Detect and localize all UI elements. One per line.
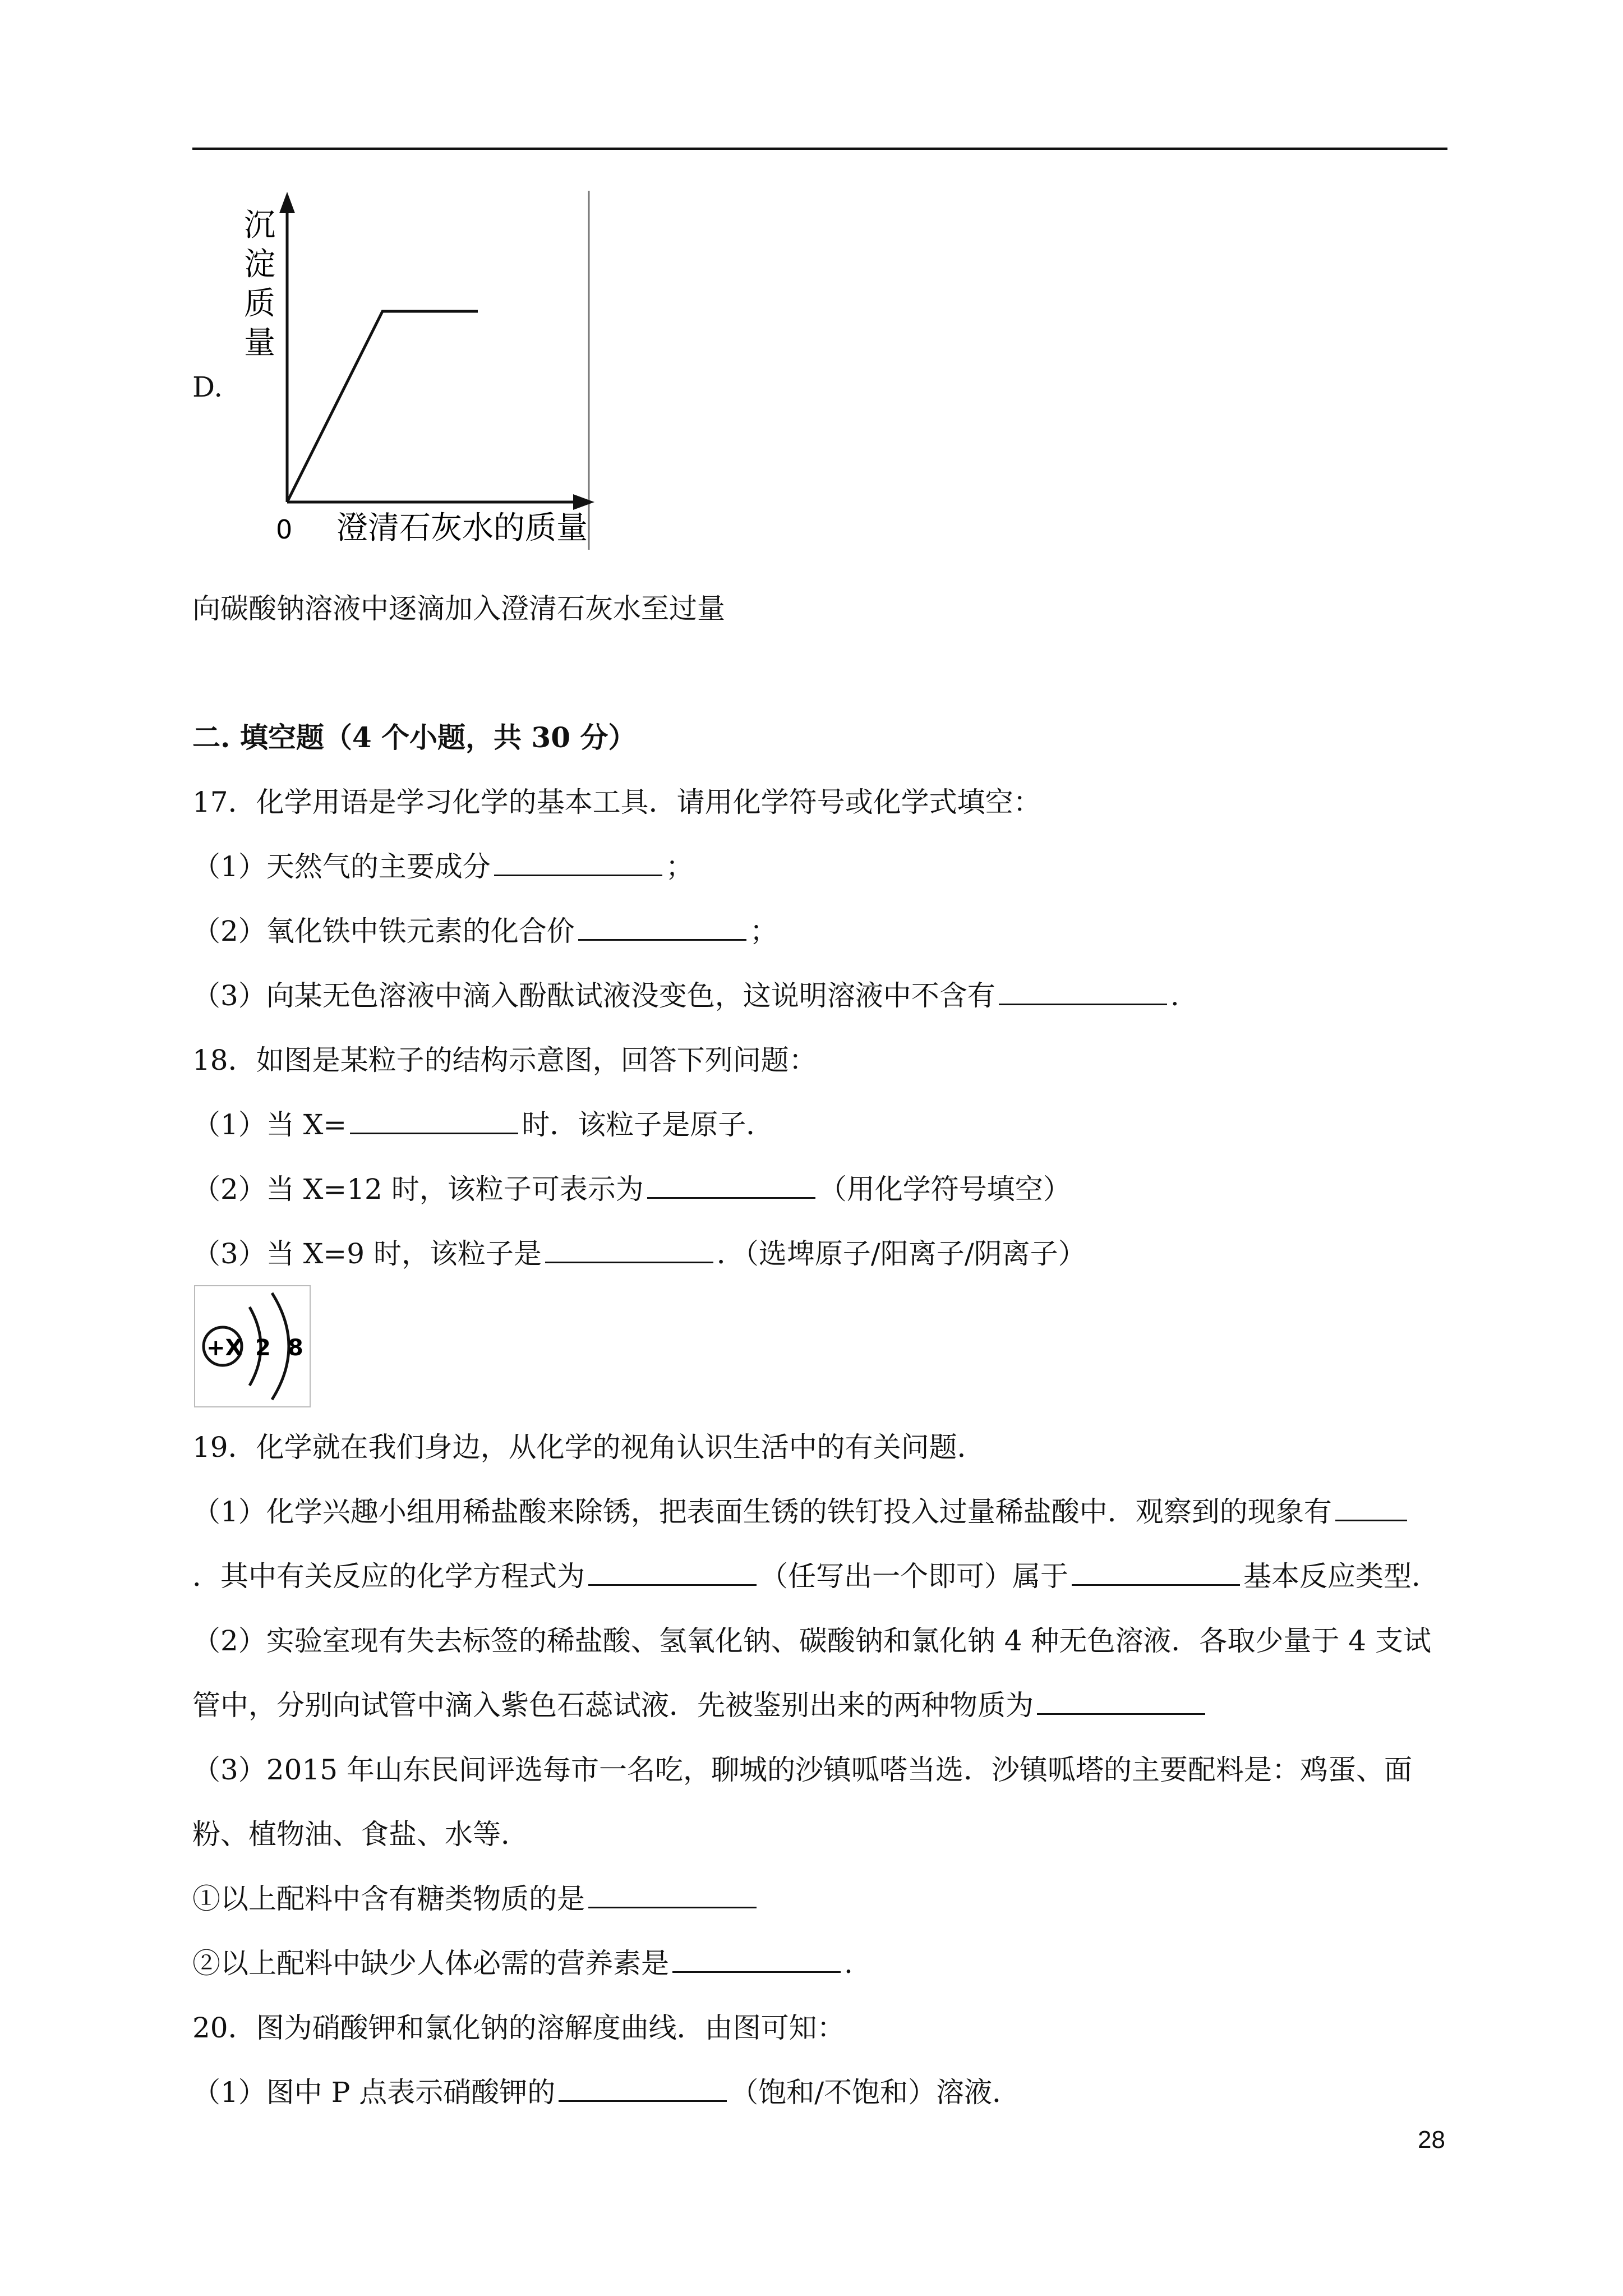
q19-sub1: [192, 1879, 760, 1918]
shell1-electrons: 2: [255, 1335, 271, 1361]
q19-part1a: [192, 1492, 1410, 1531]
q18-p2-end: （用化学符号填空）: [818, 1173, 1071, 1205]
answer-blank[interactable]: [1072, 1557, 1240, 1586]
q19-stem: 19．化学就在我们身边，从化学的视角认识生活中的有关问题．: [192, 1431, 985, 1464]
q17-p2-text: （2）氧化铁中铁元素的化合价: [192, 915, 575, 947]
q19-s1-text: ①以上配料中含有糖类物质的是: [192, 1883, 585, 1915]
q18-part1: [192, 1105, 774, 1144]
answer-blank[interactable]: [1335, 1493, 1407, 1521]
page-number: 28: [1418, 2126, 1445, 2154]
q17-p1-text: （1）天然气的主要成分: [192, 850, 491, 883]
answer-blank[interactable]: [578, 912, 746, 941]
y-label-char-1: 沉: [244, 207, 275, 243]
q17-p3-end: .: [1170, 979, 1179, 1012]
answer-blank[interactable]: [545, 1235, 713, 1263]
answer-blank[interactable]: [588, 1557, 757, 1586]
q19-part3a: （3）2015 年山东民间评选每市一名吃，聊城的沙镇呱嗒当选．沙镇呱塔的主要配料是：鸡蛋、面: [192, 1754, 1412, 1786]
q17-part3: [192, 976, 1179, 1015]
answer-blank[interactable]: [1037, 1686, 1205, 1715]
q18-p2-text: （2）当 X=12 时，该粒子可表示为: [192, 1173, 644, 1205]
caption-d: 向碳酸钠溶液中逐滴加入澄清石灰水至过量: [192, 592, 725, 625]
q17-part2: [192, 912, 778, 951]
answer-blank[interactable]: [494, 848, 662, 876]
nucleus-label: +X: [206, 1335, 243, 1361]
q20-part1: [192, 2073, 1020, 2112]
q19-part1b: [192, 1557, 1440, 1596]
electron-shell-2: [272, 1293, 289, 1400]
q17-p2-end: ；: [749, 915, 778, 947]
atom-structure-diagram: [193, 1285, 311, 1408]
shell2-electrons: 8: [288, 1335, 303, 1361]
q17-stem: 17．化学用语是学习化学的基本工具．请用化学符号或化学式填空：: [192, 786, 1041, 818]
y-label-char-4: 量: [244, 325, 275, 361]
q19-p1b-text: ．其中有关反应的化学方程式为: [192, 1560, 585, 1593]
answer-blank[interactable]: [350, 1106, 518, 1134]
q18-p1-end: 时．该粒子是原子．: [522, 1108, 774, 1141]
q17-p1-end: ；: [665, 850, 694, 883]
header-rule: [192, 148, 1447, 150]
q19-p1b-mid: （任写出一个即可）属于: [760, 1560, 1068, 1593]
q19-part2b: [192, 1686, 1209, 1725]
q20-p1-text: （1）图中 P 点表示硝酸钾的: [192, 2076, 556, 2109]
q19-s2-end: .: [844, 1947, 853, 1980]
q18-p3-end: ．（选埤原子/阳离子/阴离子）: [716, 1237, 1086, 1270]
q19-p1b-end: 基本反应类型．: [1243, 1560, 1440, 1593]
q20-stem: 20．图为硝酸钾和氯化钠的溶解度曲线．由图可知：: [192, 2012, 845, 2044]
q19-sub2: [192, 1944, 853, 1983]
q19-part2a: （2）实验室现有失去标签的稀盐酸、氢氧化钠、碳酸钠和氯化钠 4 种无色溶液．各取少量于 4 支试: [192, 1625, 1432, 1657]
answer-blank[interactable]: [672, 1944, 841, 1973]
q18-part2: [192, 1170, 1071, 1209]
precipitate-chart: [224, 191, 606, 550]
answer-blank[interactable]: [999, 977, 1167, 1005]
q18-p3-text: （3）当 X=9 时，该粒子是: [192, 1237, 542, 1270]
answer-blank[interactable]: [559, 2073, 727, 2102]
q17-p3-text: （3）向某无色溶液中滴入酚酞试液没变色，这说明溶液中不含有: [192, 979, 995, 1012]
q19-p2b-text: 管中，分别向试管中滴入紫色石蕊试液．先被鉴别出来的两种物质为: [192, 1689, 1034, 1722]
q18-part3: [192, 1234, 1086, 1273]
q18-p1-text: （1）当 X=: [192, 1108, 347, 1141]
origin-label: 0: [276, 514, 293, 545]
q19-s2-text: ②以上配料中缺少人体必需的营养素是: [192, 1947, 669, 1980]
q20-p1-end: （饱和/不饱和）溶液．: [730, 2076, 1021, 2109]
q19-p1a-text: （1）化学兴趣小组用稀盐酸来除锈，把表面生锈的铁钉投入过量稀盐酸中．观察到的现象有: [192, 1496, 1332, 1528]
y-label-char-3: 质: [244, 286, 275, 322]
section-2-title: 二. 填空题（4 个小题，共 30 分）: [192, 721, 637, 754]
q17-part1: [192, 847, 694, 886]
y-axis-arrow: [279, 192, 295, 213]
series-line: [287, 311, 478, 502]
y-label-char-2: 淀: [244, 246, 275, 283]
q19-part3b: 粉、植物油、食盐、水等．: [192, 1818, 529, 1851]
answer-blank[interactable]: [647, 1170, 815, 1199]
answer-blank[interactable]: [588, 1880, 757, 1908]
x-axis-label: 澄清石灰水的质量: [336, 510, 588, 546]
option-d-label: D.: [192, 371, 223, 403]
q18-stem: 18．如图是某粒子的结构示意图，回答下列问题：: [192, 1044, 817, 1076]
x-axis-arrow: [573, 494, 594, 510]
